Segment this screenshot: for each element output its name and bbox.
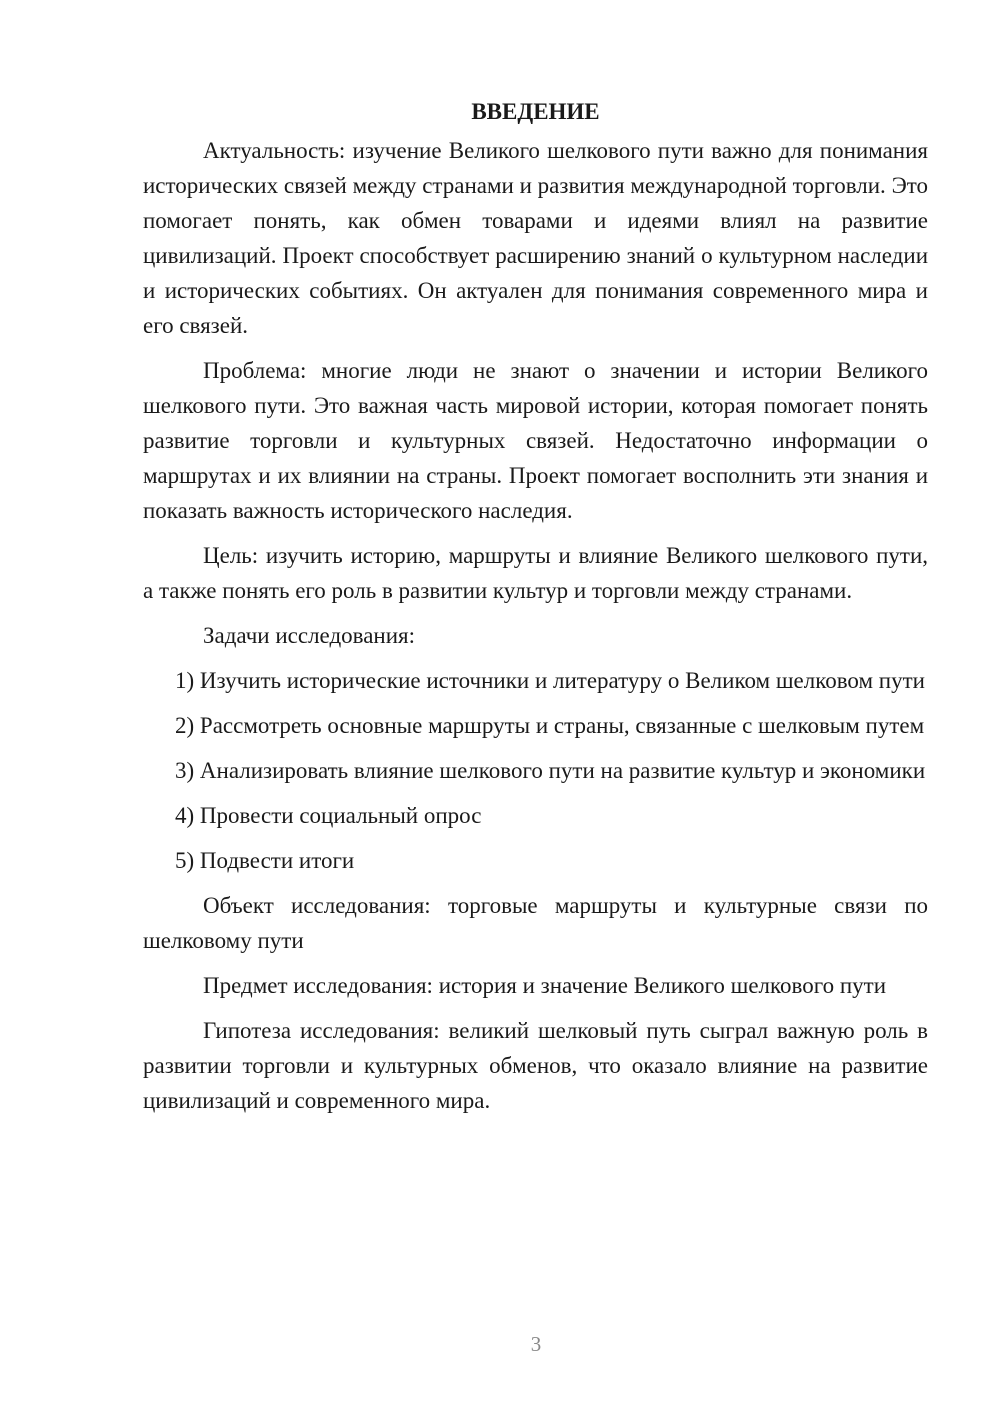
paragraph-problem: Проблема: многие люди не знают о значении и истории Великого шелкового пути. Это важная часть мировой истории, которая помогает понять развитие торговли и культурных связей. Недостаточно информации о маршрутах и их влиянии на страны. Проект помогает восполнить эти знания и показать важность исторического наследия.	[143, 358, 928, 523]
page-number: 3	[530, 1332, 542, 1356]
page-content	[143, 94, 928, 1128]
paragraph-subject: Предмет исследования: история и значение Великого шелкового пути	[203, 973, 887, 998]
paragraph-relevance: Актуальность: изучение Великого шелкового пути важно для понимания исторических связей между странами и развития международной торговли. Это помогает понять, как обмен товарами и идеями влиял на развитие цивилизаций. Проект способствует расширению знаний о культурном наследии и исторических событиях. Он актуален для понимания современного мира и его связей.	[143, 138, 928, 338]
list-item: 5) Подвести итоги	[175, 848, 355, 873]
list-item: 2) Рассмотреть основные маршруты и страны, связанные с шелковым путем	[175, 713, 925, 738]
page-title: ВВЕДЕНИЕ	[471, 99, 600, 124]
list-item: 1) Изучить исторические источники и литературу о Великом шелковом пути	[175, 668, 925, 693]
paragraph-hypothesis: Гипотеза исследования: великий шелковый путь сыграл важную роль в развитии торговли и культурных обменов, что оказало влияние на развитие цивилизаций и современного мира.	[143, 1018, 928, 1113]
list-item: 4) Провести социальный опрос	[175, 803, 482, 828]
tasks-list	[143, 663, 928, 878]
paragraph-goal: Цель: изучить историю, маршруты и влияние Великого шелкового пути, а также понять его роль в развитии культур и торговли между странами.	[143, 543, 928, 603]
paragraph-object: Объект исследования: торговые маршруты и культурные связи по шелковому пути	[143, 893, 928, 953]
tasks-heading: Задачи исследования:	[203, 623, 416, 648]
list-item: 3) Анализировать влияние шелкового пути на развитие культур и экономики	[175, 758, 926, 783]
